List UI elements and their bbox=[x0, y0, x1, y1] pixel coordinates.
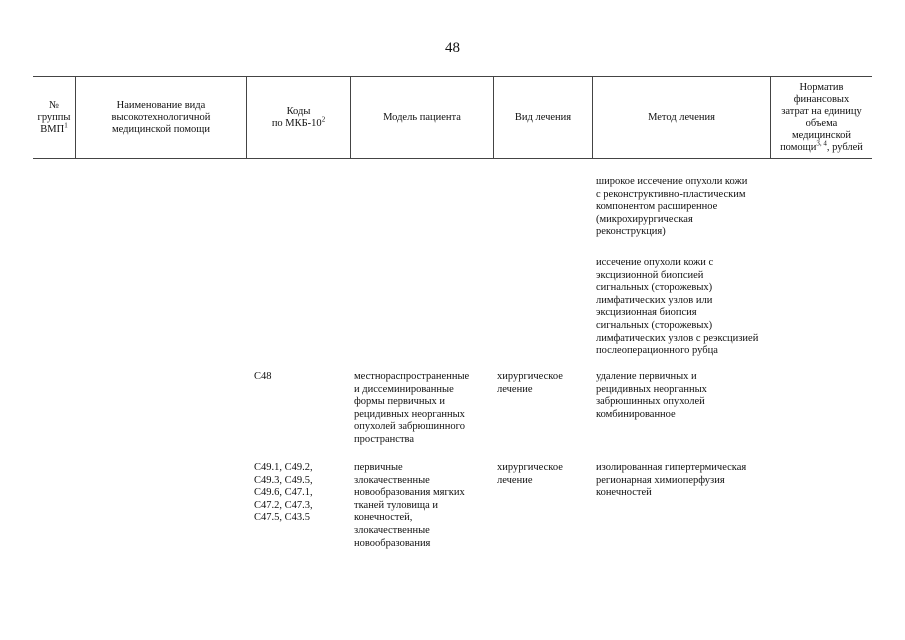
page-number: 48 bbox=[445, 40, 460, 56]
method-retroperitoneal-removal: удаление первичных и рецидивных неорганных забрюшинных опухолей комбинированное bbox=[596, 371, 707, 420]
treatment-surgical-2: хирургическое лечение bbox=[497, 462, 563, 486]
method-wide-excision: широкое иссечение опухоли кожи с реконструктивно-пластическим компонентом расширенное (микрохирургическая реконструкция) bbox=[596, 176, 748, 238]
codes-c48: C48 bbox=[254, 371, 272, 382]
method-hyperthermic-perfusion: изолированная гипертермическая регионарная химиоперфузия конечностей bbox=[596, 462, 747, 499]
header-treatment-type: Вид лечения bbox=[514, 111, 572, 123]
header-treatment-method: Метод лечения bbox=[648, 111, 715, 123]
treatment-surgical-1: хирургическое лечение bbox=[497, 371, 563, 395]
patient-model-soft-tissue: первичные злокачественные новообразования мягких тканей туловища и конечностей, злокачественные новообразования bbox=[354, 462, 465, 549]
header-icd-codes: Коды по МКБ-$10^2$ bbox=[271, 105, 326, 129]
codes-c49-c47-c43: C49.1, C49.2, C49.3, C49.5, C49.6, C47.1, C47.2, C47.3, C47.5, C43.5 bbox=[254, 462, 313, 524]
table-header-bottom-border bbox=[33, 158, 872, 159]
header-financial-norm: Норматив финансовых затрат на единицу объема медицинской помощи$^{3, 4}$, рублей bbox=[780, 81, 863, 153]
header-patient-model: Модель пациента bbox=[383, 111, 461, 123]
patient-model-retroperitoneal: местнораспространенные и диссеминированные формы первичных и рецидивных неорганных опухолей забрюшинного пространства bbox=[354, 371, 470, 445]
header-group-number: № группы ВМП$^1$ bbox=[37, 99, 71, 135]
method-excision-biopsy: иссечение опухоли кожи с эксцизионной биопсией сигнальных (сторожевых) лимфатических узлов или эксцизионная биопсия сигнальных (сторожевых) лимфатических узлов с реэксцизией послеоперационного рубца bbox=[596, 257, 759, 357]
header-care-type-name: Наименование вида высокотехнологичной медицинской помощи bbox=[111, 99, 211, 135]
